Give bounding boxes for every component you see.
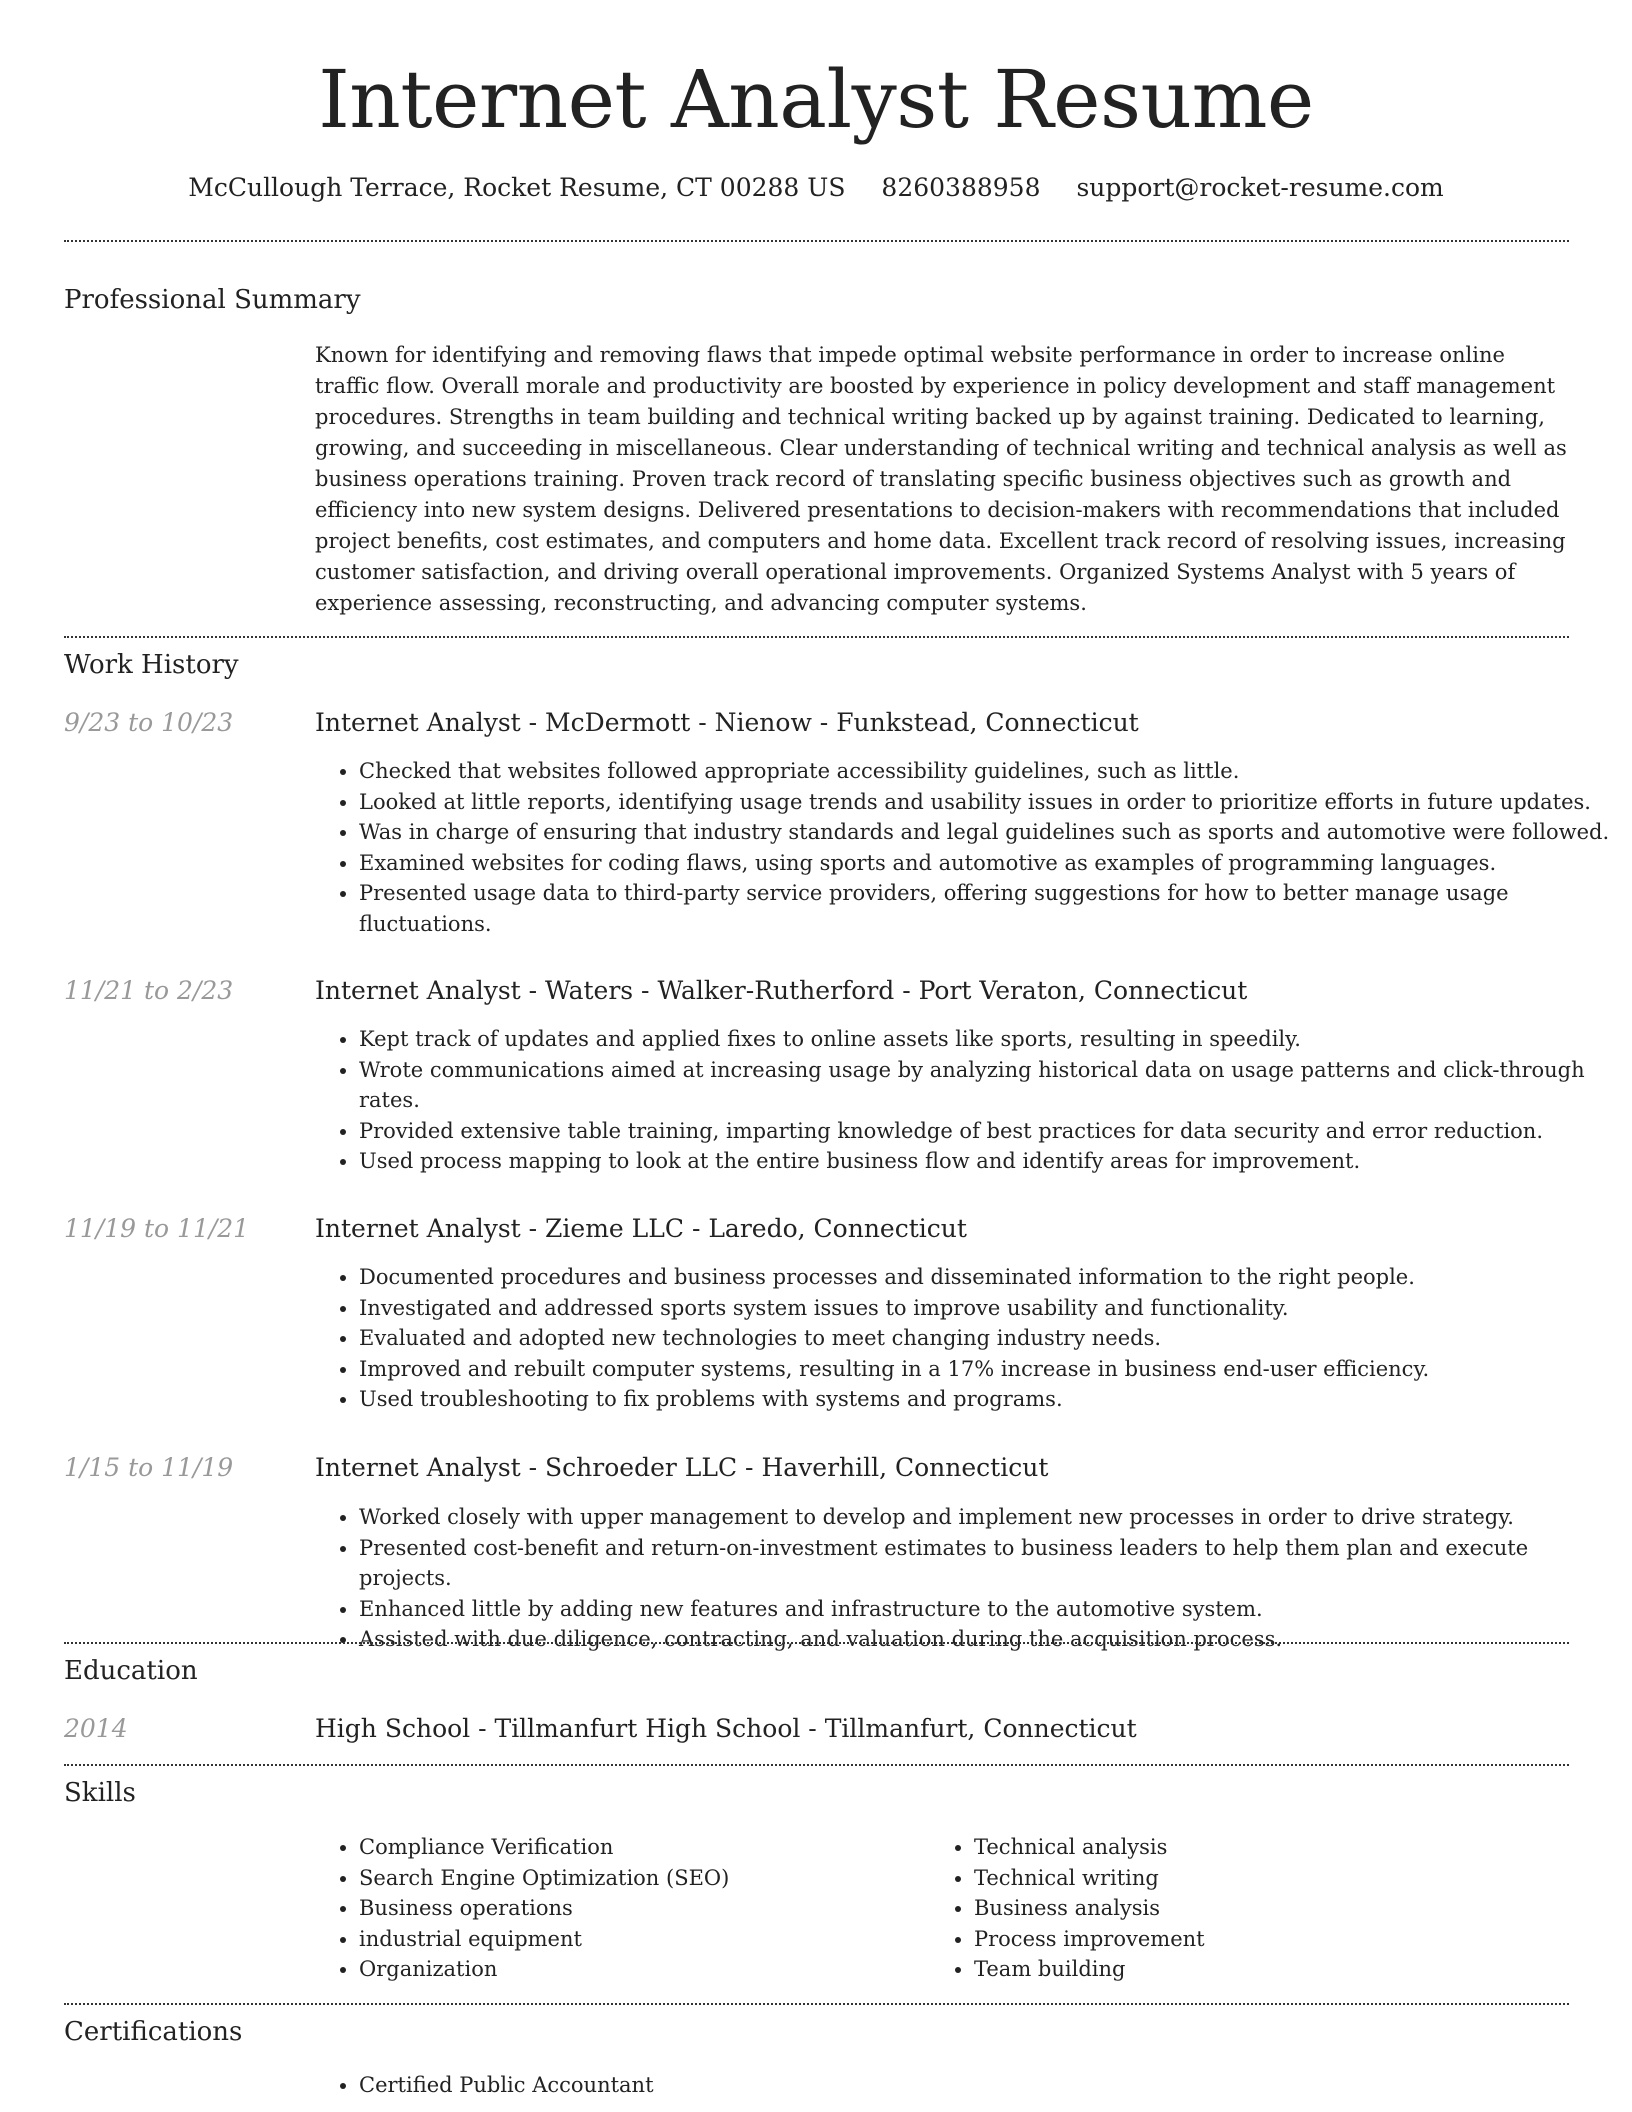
list-item: • Organization bbox=[359, 1954, 919, 1985]
list-item: • Assisted with due diligence, contracting, and valuation during the acquisition process. bbox=[359, 1624, 1611, 1655]
section-divider bbox=[64, 2003, 1569, 2005]
job-bullets bbox=[315, 756, 1611, 939]
list-item: • Wrote communications aimed at increasing usage by analyzing historical data on usage patterns and click-through rates. bbox=[359, 1055, 1611, 1116]
job-title: Internet Analyst - Waters - Walker-Rutherford - Port Veraton, Connecticut bbox=[315, 976, 1248, 1005]
skills-heading: Skills bbox=[64, 1778, 136, 1808]
job-title: Internet Analyst - McDermott - Nienow - Funkstead, Connecticut bbox=[315, 708, 1139, 737]
list-item: • Looked at little reports, identifying usage trends and usability issues in order to prioritize efforts in future updates. bbox=[359, 787, 1611, 818]
job-bullets bbox=[315, 1502, 1611, 1655]
summary-heading: Professional Summary bbox=[64, 285, 361, 315]
list-item: • industrial equipment bbox=[359, 1924, 919, 1955]
list-item: • Improved and rebuilt computer systems, resulting in a 17% increase in business end-user efficiency. bbox=[359, 1354, 1611, 1385]
contact-line bbox=[0, 170, 1632, 206]
job-bullets bbox=[315, 1024, 1611, 1177]
education-heading: Education bbox=[64, 1656, 198, 1686]
list-item: • Worked closely with upper management to develop and implement new processes in order to drive strategy. bbox=[359, 1502, 1611, 1533]
job-title: Internet Analyst - Schroeder LLC - Haverhill, Connecticut bbox=[315, 1453, 1049, 1482]
list-item: • Documented procedures and business processes and disseminated information to the right people. bbox=[359, 1262, 1611, 1293]
section-divider bbox=[64, 1764, 1569, 1766]
list-item: • Presented usage data to third-party service providers, offering suggestions for how to better manage usage fluctuations. bbox=[359, 878, 1611, 939]
summary-text: Known for identifying and removing flaws that impede optimal website performance in order to increase online traffic flow. Overall morale and productivity are boosted by experience in policy development and staff management procedures. Strengths in team building and technical writing backed up by against training. Dedicated to learning, growing, and succeeding in miscellaneous. Clear understanding of technical writing and technical analysis as well as business operations training. Proven track record of translating specific business objectives such as growth and efficiency into new system designs. Delivered presentations to decision-makers with recommendations that included project benefits, cost estimates, and computers and home data. Excellent track record of resolving issues, increasing customer satisfaction, and driving overall operational improvements. Organized Systems Analyst with 5 years of experience assessing, reconstructing, and advancing computer systems. bbox=[315, 343, 1567, 615]
list-item: • Business operations bbox=[359, 1893, 919, 1924]
job-title: Internet Analyst - Zieme LLC - Laredo, Connecticut bbox=[315, 1214, 967, 1243]
list-item: • Used troubleshooting to fix problems with systems and programs. bbox=[359, 1384, 1611, 1415]
list-item: • Checked that websites followed appropriate accessibility guidelines, such as little. bbox=[359, 756, 1611, 787]
list-item: • Was in charge of ensuring that industry standards and legal guidelines such as sports and automotive were followed. bbox=[359, 817, 1611, 848]
contact-email: support@rocket-resume.com bbox=[1076, 173, 1444, 202]
list-item: • Enhanced little by adding new features and infrastructure to the automotive system. bbox=[359, 1594, 1611, 1625]
contact-phone: 8260388958 bbox=[881, 173, 1041, 202]
certifications-heading: Certifications bbox=[64, 2017, 243, 2047]
certifications-list bbox=[315, 2070, 1611, 2101]
list-item: • Team building bbox=[974, 1954, 1574, 1985]
section-divider bbox=[64, 1642, 1569, 1644]
list-item: • Investigated and addressed sports system issues to improve usability and functionality. bbox=[359, 1293, 1611, 1324]
section-divider bbox=[64, 636, 1569, 638]
job-date: 1/15 to 11/19 bbox=[64, 1453, 234, 1482]
list-item: • Compliance Verification bbox=[359, 1832, 919, 1863]
list-item: • Examined websites for coding flaws, using sports and automotive as examples of programming languages. bbox=[359, 848, 1611, 879]
list-item: • Technical analysis bbox=[974, 1832, 1574, 1863]
job-date: 9/23 to 10/23 bbox=[64, 708, 234, 737]
list-item: • Process improvement bbox=[974, 1924, 1574, 1955]
section-divider bbox=[64, 240, 1569, 242]
contact-address: McCullough Terrace, Rocket Resume, CT 00288 US bbox=[188, 173, 846, 202]
education-date: 2014 bbox=[64, 1714, 128, 1743]
list-item: • Technical writing bbox=[974, 1863, 1574, 1894]
list-item: • Used process mapping to look at the entire business flow and identify areas for improvement. bbox=[359, 1146, 1611, 1177]
job-date: 11/21 to 2/23 bbox=[64, 976, 234, 1005]
list-item: • Search Engine Optimization (SEO) bbox=[359, 1863, 919, 1894]
work-history-heading: Work History bbox=[64, 650, 239, 680]
skills-list-right bbox=[930, 1832, 1574, 1985]
job-bullets bbox=[315, 1262, 1611, 1415]
list-item: • Presented cost-benefit and return-on-investment estimates to business leaders to help them plan and execute projects. bbox=[359, 1533, 1611, 1594]
list-item: • Evaluated and adopted new technologies to meet changing industry needs. bbox=[359, 1323, 1611, 1354]
list-item: • Business analysis bbox=[974, 1893, 1574, 1924]
skills-list-left bbox=[315, 1832, 919, 1985]
job-date: 11/19 to 11/21 bbox=[64, 1214, 250, 1243]
resume-title: Internet Analyst Resume bbox=[318, 53, 1314, 146]
list-item: • Kept track of updates and applied fixes to online assets like sports, resulting in speedily. bbox=[359, 1024, 1611, 1055]
education-title: High School - Tillmanfurt High School - Tillmanfurt, Connecticut bbox=[315, 1714, 1137, 1743]
list-item: • Provided extensive table training, imparting knowledge of best practices for data security and error reduction. bbox=[359, 1116, 1611, 1147]
list-item: • Certified Public Accountant bbox=[359, 2070, 1611, 2101]
